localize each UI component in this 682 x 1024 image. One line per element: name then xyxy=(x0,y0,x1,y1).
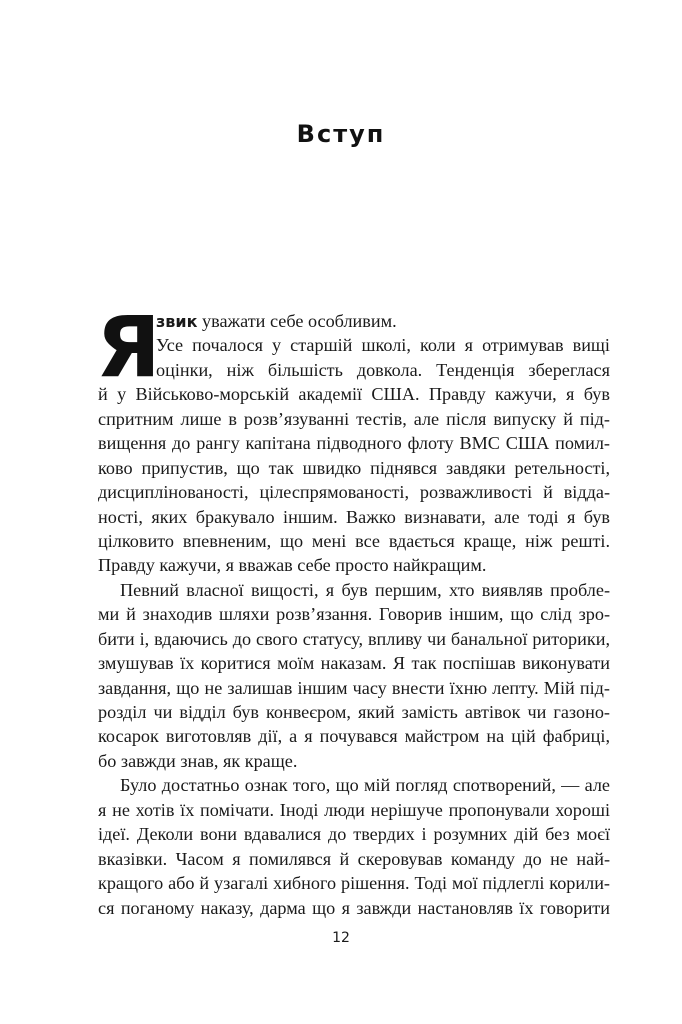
text-line: Було достатньо ознак того, що мій погляд спотворений, — але xyxy=(120,775,610,796)
chapter-title: Вступ xyxy=(296,120,386,148)
text-line: змушував їх коритися моїм наказам. Я так поспішав виконувати xyxy=(98,653,610,674)
text-line: Певний власної вищості, я був першим, хто виявляв пробле- xyxy=(120,579,610,600)
page-number: 12 xyxy=(332,930,350,946)
text-line: вищення до рангу капітана підводного флоту ВМС США помил- xyxy=(98,433,610,454)
text-line: ково припустив, що так швидко піднявся завдяки ретельності, xyxy=(98,457,610,478)
text-line: завдання, що не залишав іншим часу внести їхню лепту. Мій під- xyxy=(98,677,610,698)
body-text xyxy=(96,298,610,920)
text-line: косарок виготовляв дії, а я почувався майстром на цій фабриці, xyxy=(98,726,610,747)
text-line: ідеї. Деколи вони вдавалися до твердих і розумних дій без моєї xyxy=(98,824,610,845)
text-line: звик уважати себе особливим. xyxy=(156,311,397,331)
text-line: ності, яких бракувало іншим. Важко визнавати, але тоді я був xyxy=(98,506,610,527)
text-line: спритним лише в розв’язуванні тестів, але після випуску й під- xyxy=(98,408,610,429)
text-line: Правду кажучи, я вважав себе просто найкращим. xyxy=(98,555,487,576)
lead-word: звик xyxy=(156,312,198,331)
text-line: оцінки, ніж більшість довкола. Тенденція збереглася xyxy=(156,359,610,380)
text-line: розділ чи відділ був конвеєром, який замість автівок чи газоно- xyxy=(98,702,610,722)
text-line: дисциплінованості, цілеспрямованості, розважливості й відда- xyxy=(98,482,610,503)
text-line: ми й знаходив шляхи розв’язання. Говорив іншим, що слід зро- xyxy=(98,604,610,625)
text-line: ся поганому наказу, дарма що я завжди настановляв їх говорити xyxy=(98,897,610,918)
text-line: вказівки. Часом я помилявся й скеровував команду до не най- xyxy=(98,848,610,869)
text-line: бити і, вдаючись до свого статусу, впливу чи банальної риторики, xyxy=(98,628,610,649)
text-line: Усе почалося у старшій школі, коли я отримував вищі xyxy=(156,335,610,356)
text-line: цілковито впевненим, що мені все вдається краще, ніж решті. xyxy=(98,530,610,551)
drop-cap: Я xyxy=(96,298,161,396)
text-line: й у Військово-морській академії США. Правду кажучи, я був xyxy=(98,384,610,405)
text-line: я не хотів їх помічати. Іноді люди нерішуче пропонували хороші xyxy=(98,799,610,820)
text-line: кращого або й узагалі хибного рішення. Тоді мої підлеглі корили- xyxy=(98,873,610,894)
text-line: бо завжди знав, як краще. xyxy=(98,750,298,771)
